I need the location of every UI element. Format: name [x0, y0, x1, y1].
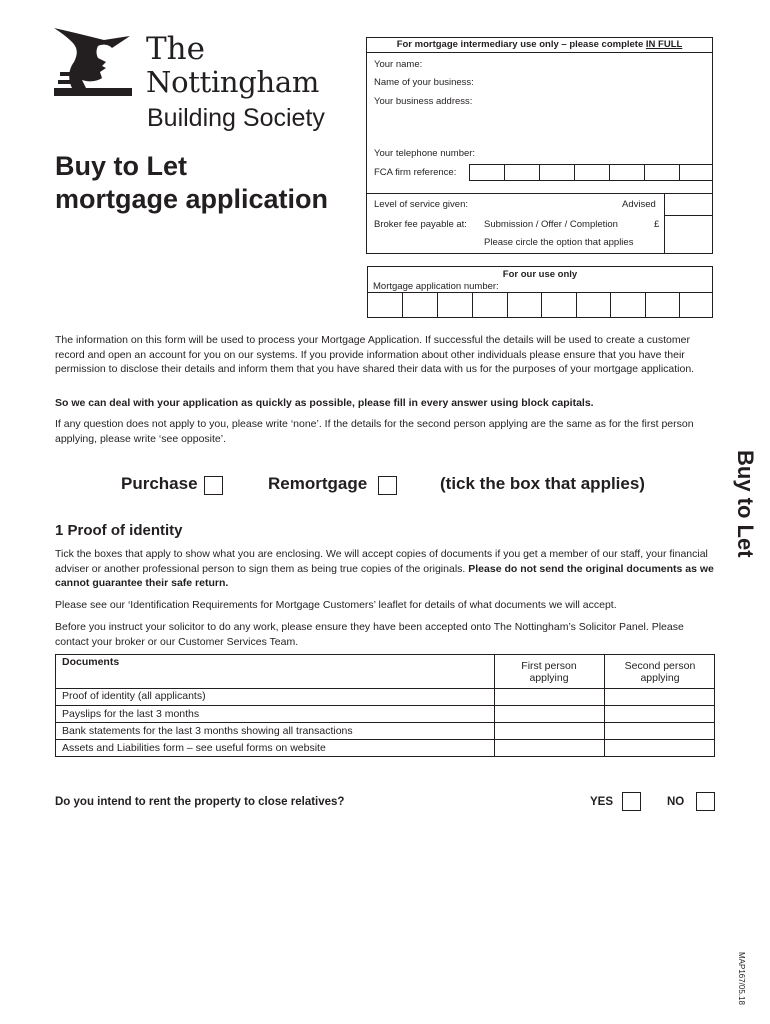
logo-building-society: Building Society — [147, 104, 325, 132]
svg-text:MAP167/05.18: MAP167/05.18 — [737, 952, 746, 1005]
first-person-header: First person applying — [521, 660, 577, 684]
advised-label: Advised — [622, 199, 656, 210]
business-name-field[interactable]: Name of your business: — [374, 77, 474, 88]
title-line-1: Buy to Let — [55, 151, 187, 181]
fee-options[interactable]: Submission / Offer / Completion — [484, 219, 618, 230]
block-capitals-note: So we can deal with your application as quickly as possible, please fill in every answer using block capitals. — [55, 397, 594, 409]
solicitor-note: Before you instruct your solicitor to do any work, please ensure they have been accepted onto The Nottingham’s Solicitor Panel. Please contact your broker or our Customer Services Team. — [55, 621, 684, 648]
remortgage-checkbox[interactable] — [378, 476, 397, 495]
circle-note: Please circle the option that applies — [484, 237, 634, 248]
originals-warning: Please do not send the original documents as we cannot guarantee their safe return. — [55, 562, 714, 589]
second-person-bank-cell[interactable] — [605, 723, 714, 739]
no-checkbox[interactable] — [696, 792, 715, 811]
broker-heading-emphasis: IN FULL — [645, 39, 683, 50]
relatives-question: Do you intend to rent the property to close relatives? — [55, 796, 345, 808]
svg-text:Buy to Let: Buy to Let — [733, 450, 758, 558]
documents-header: Documents — [62, 656, 120, 668]
table-row: Assets and Liabilities form – see useful forms on website — [62, 742, 326, 754]
title-line-2: mortgage application — [55, 184, 329, 214]
section-1-paragraph: Tick the boxes that apply to show what you are enclosing. We will accept copies of documents if you get a member of our staff, your financial adviser or another professional person to sign them as being true copies of the originals. Please do not send the original documents as we cannot guarantee their safe return. — [55, 548, 714, 589]
business-address-field[interactable]: Your business address: — [374, 96, 473, 107]
table-row: Bank statements for the last 3 months showing all transactions — [62, 725, 353, 737]
fca-reference-boxes[interactable] — [469, 164, 713, 181]
second-person-payslips-cell[interactable] — [605, 706, 714, 722]
no-label: NO — [667, 796, 685, 808]
section-1-heading: 1 Proof of identity — [55, 522, 183, 539]
logo-nottingham: Nottingham — [146, 65, 320, 99]
purchase-label: Purchase — [121, 474, 198, 493]
remortgage-label: Remortgage — [268, 474, 368, 493]
your-name-field[interactable]: Your name: — [374, 59, 423, 70]
first-person-assets-cell[interactable] — [495, 740, 604, 756]
yes-label: YES — [590, 796, 614, 808]
id-leaflet-note: Please see our ‘Identification Requirements for Mortgage Customers’ leaflet for details of what documents we will accept. — [55, 599, 617, 611]
none-instruction: If any question does not apply to you, please write ‘none’. If the details for the second person applying are the same as for the first person applying, please write ‘see opposite’. — [55, 418, 694, 445]
application-number-label: Mortgage application number: — [373, 281, 499, 292]
telephone-field[interactable]: Your telephone number: — [374, 148, 476, 159]
side-label — [714, 448, 770, 578]
fca-label: FCA firm reference: — [374, 167, 457, 178]
table-row: Proof of identity (all applicants) — [62, 690, 206, 702]
form-code — [735, 950, 755, 1010]
second-person-assets-cell[interactable] — [605, 740, 714, 756]
level-of-service-label: Level of service given: — [374, 199, 468, 210]
first-person-bank-cell[interactable] — [495, 723, 604, 739]
table-row: Payslips for the last 3 months — [62, 708, 200, 720]
tick-note: (tick the box that applies) — [440, 474, 645, 493]
intro-paragraph: The information on this form will be used to process your Mortgage Application. If successful the details will be used to create a customer record and open an account for you on our systems. If you provide information about other individuals please ensure that you have their permission to disclose their details and inform them that you have shared their data with us for the purposes of your mortgage application. — [55, 334, 695, 375]
first-person-payslips-cell[interactable] — [495, 706, 604, 722]
first-person-proof-cell[interactable] — [495, 689, 604, 705]
our-use-heading: For our use only — [502, 269, 578, 280]
yes-checkbox[interactable] — [622, 792, 641, 811]
pound-sign: £ — [654, 219, 660, 230]
robin-hood-logo-icon — [52, 26, 136, 98]
broker-fee-label: Broker fee payable at: — [374, 219, 467, 230]
logo-the: The — [146, 31, 205, 67]
broker-heading: For mortgage intermediary use only – please complete IN FULL — [367, 38, 712, 53]
second-person-proof-cell[interactable] — [605, 689, 714, 705]
second-person-header: Second person applying — [624, 660, 696, 684]
purchase-checkbox[interactable] — [204, 476, 223, 495]
